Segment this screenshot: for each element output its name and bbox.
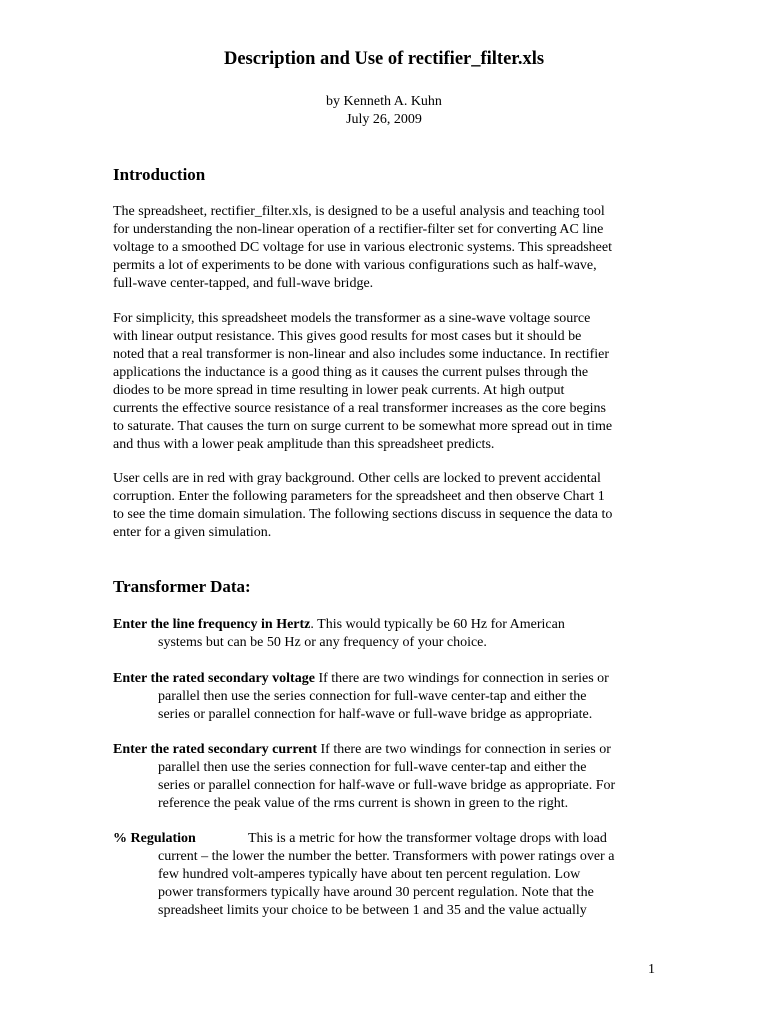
text-line: systems but can be 50 Hz or any frequency of your choice. bbox=[158, 635, 487, 650]
page-number: 1 bbox=[648, 962, 655, 977]
text-line: enter for a given simulation. bbox=[113, 525, 272, 540]
text-line: for understanding the non-linear operation of a rectifier-filter set for converting AC line bbox=[113, 222, 604, 237]
text-line: corruption. Enter the following parameters for the spreadsheet and then observe Chart 1 bbox=[113, 489, 605, 504]
item-line-frequency bbox=[113, 616, 673, 652]
item-secondary-voltage bbox=[113, 670, 673, 724]
item-regulation bbox=[113, 830, 673, 920]
item-lead: % Regulation bbox=[113, 831, 196, 846]
date: July 26, 2009 bbox=[346, 112, 422, 127]
item-text: If there are two windings for connection in series or bbox=[314, 671, 609, 686]
item-text: This is a metric for how the transformer voltage drops with load bbox=[248, 831, 607, 846]
author: by Kenneth A. Kuhn bbox=[326, 94, 442, 109]
text-line: power transformers typically have around 30 percent regulation. Note that the bbox=[158, 885, 594, 900]
intro-paragraph-2 bbox=[113, 310, 673, 454]
text-line: The spreadsheet, rectifier_filter.xls, is designed to be a useful analysis and teaching tool bbox=[113, 204, 605, 219]
text-line: to saturate. That causes the turn on surge current to be somewhat more spread out in time bbox=[113, 419, 613, 434]
intro-paragraph-1 bbox=[113, 203, 673, 293]
text-line: series or parallel connection for half-wave or full-wave bridge as appropriate. bbox=[158, 707, 593, 722]
item-secondary-current bbox=[113, 741, 673, 813]
document-title: Description and Use of rectifier_filter.xls bbox=[223, 49, 545, 69]
text-line bbox=[113, 616, 673, 634]
text-line: applications the inductance is a good thing as it causes the current pulses through the bbox=[113, 365, 589, 380]
text-line: with linear output resistance. This gives good results for most cases but it should be bbox=[113, 329, 582, 344]
text-line: parallel then use the series connection for full-wave center-tap and either the bbox=[158, 760, 587, 775]
text-line: noted that a real transformer is non-linear and also includes some inductance. In rectifier bbox=[113, 347, 610, 362]
heading-transformer-data: Transformer Data: bbox=[113, 577, 251, 596]
item-text: . This would typically be 60 Hz for American bbox=[310, 617, 565, 632]
text-line: to see the time domain simulation. The following sections discuss in sequence the data to bbox=[113, 507, 613, 522]
item-lead: Enter the rated secondary current bbox=[113, 742, 317, 757]
text-line: currents the effective source resistance of a real transformer increases as the core begins bbox=[113, 401, 607, 416]
text-line: spreadsheet limits your choice to be between 1 and 35 and the value actually bbox=[158, 903, 587, 918]
text-line: current – the lower the number the better. Transformers with power ratings over a bbox=[158, 849, 615, 864]
item-lead: Enter the rated secondary voltage bbox=[113, 671, 315, 686]
text-line bbox=[113, 670, 673, 688]
text-line: User cells are in red with gray background. Other cells are locked to prevent accidental bbox=[113, 471, 601, 486]
text-line: series or parallel connection for half-wave or full-wave bridge as appropriate. For bbox=[158, 778, 616, 793]
text-line: permits a lot of experiments to be done with various configurations such as half-wave, bbox=[113, 258, 597, 273]
text-line: few hundred volt-amperes typically have about ten percent regulation. Low bbox=[158, 867, 581, 882]
text-line bbox=[113, 830, 673, 848]
text-line bbox=[113, 741, 673, 759]
item-text: If there are two windings for connection in series or bbox=[317, 742, 611, 757]
heading-introduction: Introduction bbox=[113, 165, 206, 184]
text-line: reference the peak value of the rms current is shown in green to the right. bbox=[158, 796, 569, 811]
text-line: voltage to a smoothed DC voltage for use in various electronic systems. This spreadsheet bbox=[113, 240, 612, 255]
text-line: diodes to be more spread in time resulting in lower peak currents. At high output bbox=[113, 383, 565, 398]
text-line: full-wave center-tapped, and full-wave bridge. bbox=[113, 276, 374, 291]
byline bbox=[0, 93, 768, 129]
text-line: parallel then use the series connection for full-wave center-tap and either the bbox=[158, 689, 587, 704]
text-line: For simplicity, this spreadsheet models the transformer as a sine-wave voltage source bbox=[113, 311, 591, 326]
item-lead: Enter the line frequency in Hertz bbox=[113, 617, 311, 632]
text-line: and thus with a lower peak amplitude than this spreadsheet predicts. bbox=[113, 437, 495, 452]
intro-paragraph-3 bbox=[113, 470, 673, 542]
